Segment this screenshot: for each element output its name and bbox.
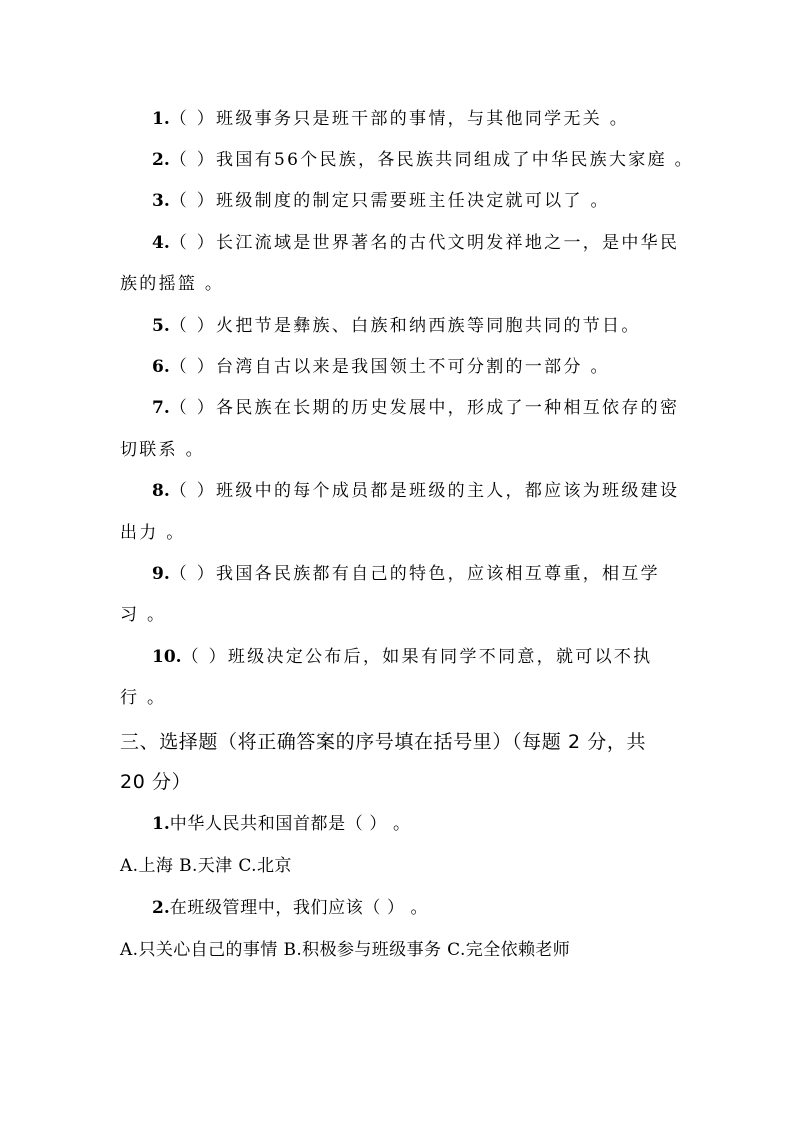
tf-question-4-continuation [120,273,224,295]
question-text-continued: 行 。 [120,688,167,708]
question-text: 中华人民共和国首都是（ ） 。 [169,814,411,834]
question-text: （ ）各民族在长期的历史发展中，形成了一种相互依存的密 [169,398,680,418]
mc-question-1 [152,813,411,835]
tf-question-1 [152,108,629,130]
question-number: 8. [152,481,170,501]
question-number: 1. [152,109,170,129]
question-number: 1. [152,814,170,834]
question-number: 10. [152,647,182,667]
tf-question-7 [152,397,679,419]
question-text: （ ）班级制度的制定只需要班主任决定就可以了 。 [169,191,610,211]
tf-question-7-continuation [120,439,205,461]
question-number: 2. [152,150,170,170]
question-text-continued: 族的摇篮 。 [120,274,225,294]
question-number: 6. [152,357,170,377]
tf-question-6 [152,356,610,378]
tf-question-9 [152,563,660,585]
question-text: （ ）班级中的每个成员都是班级的主人，都应该为班级建设 [169,481,680,501]
question-number: 9. [152,564,170,584]
tf-question-5 [152,315,641,337]
tf-question-9-continuation [120,604,166,626]
mc-question-1-options: A.上海 B.天津 C.北京 [120,856,292,876]
tf-question-10 [152,646,652,668]
question-text: （ ）长江流域是世界著名的古代文明发祥地之一，是中华民 [169,233,680,253]
section-3-heading: 三、选择题（将正确答案的序号填在括号里）（每题 2 分，共 [120,731,647,753]
tf-question-8 [152,480,679,502]
section-3-heading-continuation: 20 分） [120,771,192,793]
question-text-continued: 出力 。 [120,523,186,543]
mc-question-2-options: A.只关心自己的事情 B.积极参与班级事务 C.完全依赖老师 [120,940,571,960]
question-text-continued: 习 。 [120,605,167,625]
mc-question-2 [152,897,428,919]
question-text: 在班级管理中，我们应该（ ） 。 [169,898,429,918]
question-number: 4. [152,233,170,253]
tf-question-4 [152,232,679,254]
question-text: （ ）班级事务只是班干部的事情，与其他同学无关 。 [169,109,630,129]
question-number: 7. [152,398,170,418]
question-text: （ ）我国各民族都有自己的特色，应该相互尊重，相互学 [169,564,660,584]
question-number: 5. [152,316,170,336]
question-number: 2. [152,898,170,918]
tf-question-10-continuation [120,687,166,709]
question-text: （ ）班级决定公布后，如果有同学不同意，就可以不执 [181,647,653,667]
question-text: （ ）我国有56个民族，各民族共同组成了中华民族大家庭 。 [169,150,694,170]
question-number: 3. [152,191,170,211]
tf-question-8-continuation [120,522,186,544]
question-text: （ ）台湾自古以来是我国领土不可分割的一部分 。 [169,357,610,377]
tf-question-2 [152,149,694,171]
question-text: （ ）火把节是彝族、白族和纳西族等同胞共同的节日。 [169,316,641,336]
tf-question-3 [152,190,610,212]
question-text-continued: 切联系 。 [120,440,205,460]
